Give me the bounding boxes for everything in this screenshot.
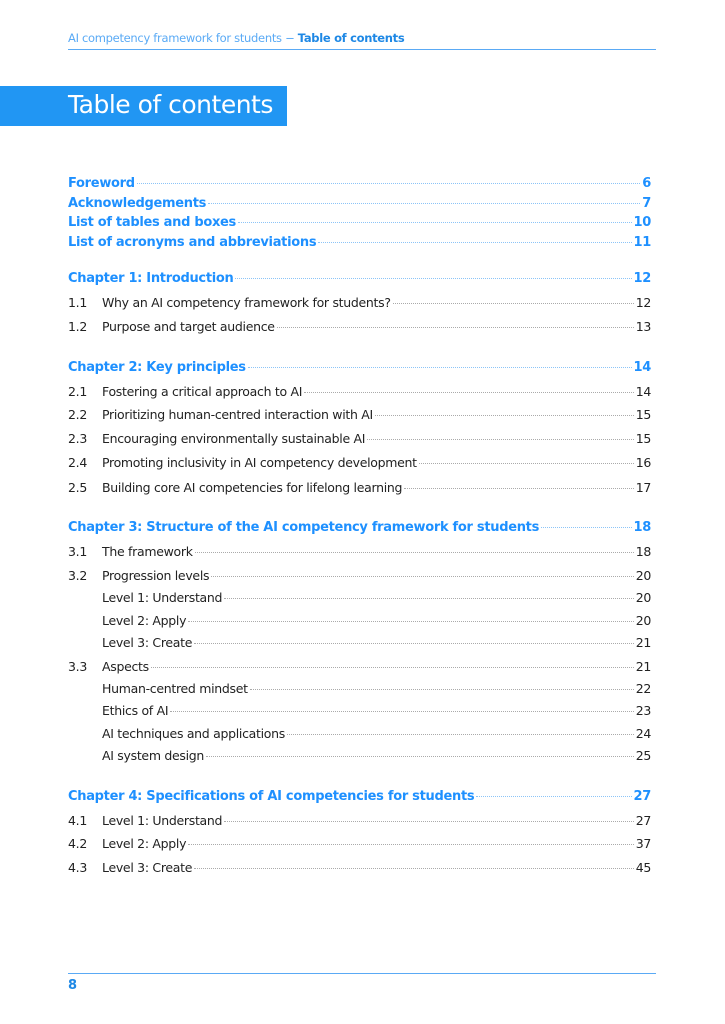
toc-entry-label: Fostering a critical approach to AI <box>102 384 303 399</box>
toc-entry-number: 3.3 <box>68 659 87 674</box>
toc-entry-number: 2.4 <box>68 455 87 470</box>
toc-subsection-entry[interactable] <box>68 635 651 650</box>
toc-entry-page: 12 <box>633 271 651 286</box>
page-number: 8 <box>68 978 78 993</box>
header-doc-title: AI competency framework for students <box>68 31 282 45</box>
toc-entry-page: 20 <box>635 568 651 583</box>
toc-entry-label: Level 2: Apply <box>102 836 187 851</box>
toc-entry-label: List of tables and boxes <box>68 215 236 230</box>
footer-rule <box>68 973 656 974</box>
toc-entry-label: Chapter 3: Structure of the AI competency framework for students <box>68 520 540 535</box>
toc-entry-label: Foreword <box>68 176 135 191</box>
toc-section-entry[interactable] <box>68 659 651 674</box>
toc-chapter-entry[interactable] <box>68 271 651 286</box>
toc-subsection-entry[interactable] <box>68 613 651 628</box>
toc-front-entry[interactable] <box>68 176 651 191</box>
dot-leader <box>137 183 640 184</box>
toc-entry-number: 1.2 <box>68 319 87 334</box>
toc-entry-label: Level 1: Understand <box>102 813 223 828</box>
dot-leader <box>188 844 633 845</box>
dot-leader <box>206 756 634 757</box>
dot-leader <box>248 367 632 368</box>
toc-entry-label: Ethics of AI <box>102 703 169 718</box>
toc-entry-page: 25 <box>635 748 651 763</box>
toc-entry-page: 18 <box>633 520 651 535</box>
toc-entry-page: 21 <box>635 659 651 674</box>
dot-leader <box>404 488 634 489</box>
toc-entry-page: 27 <box>635 813 651 828</box>
toc-entry-label: Encouraging environmentally sustainable AI <box>102 431 366 446</box>
toc-entry-page: 23 <box>635 703 651 718</box>
toc-entry-label: Level 1: Understand <box>102 590 223 605</box>
toc-section-entry[interactable] <box>68 319 651 334</box>
toc-entry-label: Purpose and target audience <box>102 319 275 334</box>
toc-entry-page: 17 <box>635 480 651 495</box>
toc-section-entry[interactable] <box>68 544 651 559</box>
toc-entry-page: 13 <box>635 319 651 334</box>
dot-leader <box>194 643 634 644</box>
dot-leader <box>224 821 634 822</box>
dot-leader <box>318 242 631 243</box>
page-title: Table of contents <box>68 90 273 119</box>
dot-leader <box>367 439 634 440</box>
toc-entry-page: 12 <box>635 295 651 310</box>
toc-entry-label: Progression levels <box>102 568 210 583</box>
toc-entry-page: 45 <box>635 860 651 875</box>
toc-entry-label: List of acronyms and abbreviations <box>68 235 317 250</box>
dot-leader <box>188 621 633 622</box>
toc-entry-number: 2.5 <box>68 480 87 495</box>
toc-section-entry[interactable] <box>68 836 651 851</box>
toc-entry-label: The framework <box>102 544 193 559</box>
dot-leader <box>419 463 634 464</box>
toc-entry-label: Aspects <box>102 659 149 674</box>
toc-entry-number: 2.3 <box>68 431 87 446</box>
toc-entry-label: Prioritizing human-centred interaction with AI <box>102 407 373 422</box>
running-header <box>68 31 404 45</box>
toc-entry-number: 4.1 <box>68 813 87 828</box>
toc-section-entry[interactable] <box>68 407 651 422</box>
toc-entry-page: 21 <box>635 635 651 650</box>
toc-entry-page: 27 <box>633 789 651 804</box>
toc-subsection-entry[interactable] <box>68 681 651 696</box>
toc-entry-page: 14 <box>633 360 651 375</box>
toc-section-entry[interactable] <box>68 480 651 495</box>
toc-section-entry[interactable] <box>68 431 651 446</box>
toc-entry-page: 6 <box>642 176 651 191</box>
dot-leader <box>151 667 634 668</box>
header-separator: − <box>281 31 298 45</box>
dot-leader <box>287 734 634 735</box>
toc-section-entry[interactable] <box>68 384 651 399</box>
toc-entry-page: 16 <box>635 455 651 470</box>
dot-leader <box>476 796 631 797</box>
toc-entry-label: Chapter 1: Introduction <box>68 271 234 286</box>
header-rule <box>68 49 656 50</box>
toc-entry-number: 2.2 <box>68 407 87 422</box>
toc-subsection-entry[interactable] <box>68 703 651 718</box>
dot-leader <box>304 392 634 393</box>
title-banner <box>0 86 287 126</box>
toc-section-entry[interactable] <box>68 295 651 310</box>
toc-entry-page: 20 <box>635 590 651 605</box>
toc-entry-label: Building core AI competencies for lifelong learning <box>102 480 403 495</box>
toc-entry-label: Level 3: Create <box>102 860 193 875</box>
toc-entry-page: 7 <box>642 196 651 211</box>
toc-entry-number: 3.2 <box>68 568 87 583</box>
dot-leader <box>194 868 634 869</box>
toc-entry-page: 10 <box>633 215 651 230</box>
toc-entry-label: Chapter 2: Key principles <box>68 360 246 375</box>
toc-entry-label: Human-centred mindset <box>102 681 248 696</box>
toc-chapter-entry[interactable] <box>68 520 651 535</box>
toc-entry-label: Promoting inclusivity in AI competency development <box>102 455 417 470</box>
toc-entry-label: Chapter 4: Specifications of AI competencies for students <box>68 789 475 804</box>
toc-entry-number: 4.2 <box>68 836 87 851</box>
toc-chapter-entry[interactable] <box>68 789 651 804</box>
toc-entry-label: Level 2: Apply <box>102 613 187 628</box>
toc-entry-page: 15 <box>635 407 651 422</box>
toc-front-entry[interactable] <box>68 196 651 211</box>
toc-entry-number: 4.3 <box>68 860 87 875</box>
toc-entry-number: 3.1 <box>68 544 87 559</box>
toc-section-entry[interactable] <box>68 813 651 828</box>
header-section: Table of contents <box>297 31 405 45</box>
dot-leader <box>195 552 634 553</box>
toc-section-entry[interactable] <box>68 860 651 875</box>
dot-leader <box>238 222 632 223</box>
toc-front-entry[interactable] <box>68 235 651 250</box>
toc-subsection-entry[interactable] <box>68 748 651 763</box>
toc-subsection-entry[interactable] <box>68 590 651 605</box>
dot-leader <box>375 415 634 416</box>
toc-entry-page: 37 <box>635 836 651 851</box>
dot-leader <box>235 278 631 279</box>
toc-entry-label: Why an AI competency framework for students? <box>102 295 391 310</box>
dot-leader <box>211 576 633 577</box>
toc-entry-page: 24 <box>635 726 651 741</box>
toc-entry-page: 11 <box>633 235 651 250</box>
dot-leader <box>541 527 631 528</box>
toc-entry-page: 15 <box>635 431 651 446</box>
toc-entry-page: 14 <box>635 384 651 399</box>
toc-entry-number: 2.1 <box>68 384 87 399</box>
toc-front-entry[interactable] <box>68 215 651 230</box>
dot-leader <box>170 711 633 712</box>
dot-leader <box>250 689 634 690</box>
toc-entry-label: Level 3: Create <box>102 635 193 650</box>
toc-section-entry[interactable] <box>68 455 651 470</box>
toc-entry-label: AI techniques and applications <box>102 726 285 741</box>
toc-entry-number: 1.1 <box>68 295 87 310</box>
dot-leader <box>224 598 634 599</box>
toc-entry-page: 20 <box>635 613 651 628</box>
toc-chapter-entry[interactable] <box>68 360 651 375</box>
toc-section-entry[interactable] <box>68 568 651 583</box>
toc-subsection-entry[interactable] <box>68 726 651 741</box>
toc-entry-page: 18 <box>635 544 651 559</box>
toc-entry-label: AI system design <box>102 748 205 763</box>
dot-leader <box>208 203 640 204</box>
toc-entry-page: 22 <box>635 681 651 696</box>
dot-leader <box>277 327 634 328</box>
dot-leader <box>393 303 634 304</box>
toc-entry-label: Acknowledgements <box>68 196 207 211</box>
